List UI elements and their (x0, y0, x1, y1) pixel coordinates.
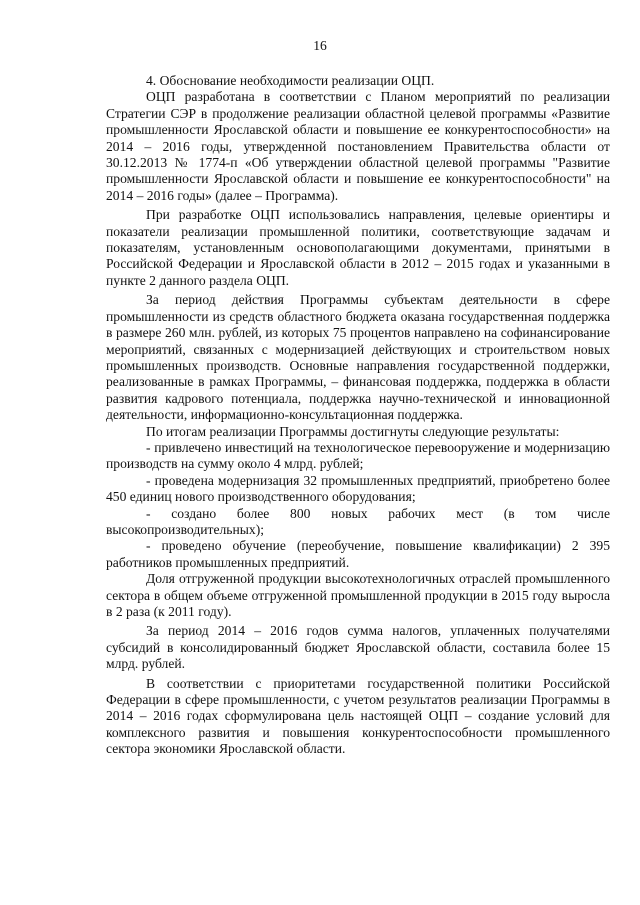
paragraph: В соответствии с приоритетами государственной политики Российской Федерации в сфере промышленности, с учетом результатов реализации Программы в 2014 – 2016 годах сформулирована цель настоящей ОЦП – создание условий для комплексного развития и повышения конкурентоспособности промышленного сектора экономики Ярославской области. (106, 675, 610, 757)
list-item: - проведена модернизация 32 промышленных предприятий, приобретено более 450 единиц нового производственного оборудования; (106, 472, 610, 505)
paragraph: ОЦП разработана в соответствии с Планом мероприятий по реализации Стратегии СЭР в продолжение реализации областной целевой программы «Развитие промышленности Ярославской области и повышение ее конкурентоспособности» на 2014 – 2016 годы, утвержденной постановлением Правительства области от 30.12.2013 № 1774-п «Об утверждении областной целевой программы "Развитие промышленности Ярославской области и повышение ее конкурентоспособности" на 2014 – 2016 годы» (далее – Программа). (106, 89, 610, 203)
document-body (106, 73, 610, 758)
paragraph: Доля отгруженной продукции высокотехнологичных отраслей промышленного сектора в общем объеме отгруженной промышленной продукции в 2015 году выросла в 2 раза (к 2011 году). (106, 571, 610, 619)
paragraph: По итогам реализации Программы достигнуты следующие результаты: (146, 423, 560, 439)
list-item: - привлечено инвестиций на технологическое перевооружение и модернизацию производств на сумму около 4 млрд. рублей; (106, 439, 610, 472)
list-item: - создано более 800 новых рабочих мест (в том числе высокопроизводительных); (106, 505, 610, 537)
page-number: 16 (313, 38, 327, 53)
paragraph: За период 2014 – 2016 годов сумма налогов, уплаченных получателями субсидий в консолидированный бюджет Ярославской области, составила более 15 млрд. рублей. (106, 623, 610, 672)
list-item: - проведено обучение (переобучение, повышение квалификации) 2 395 работников промышленных предприятий. (106, 538, 610, 570)
paragraph: При разработке ОЦП использовались направления, целевые ориентиры и показатели реализации промышленной политики, соответствующие задачам и показателям, установленным основополагающими документами, принятыми в Российской Федерации и Ярославской области в 2012 – 2015 годах и указанными в пункте 2 данного раздела ОЦП. (106, 207, 610, 288)
paragraph: За период действия Программы субъектам деятельности в сфере промышленности из средств областного бюджета оказана государственная поддержка в размере 260 млн. рублей, из которых 75 процентов направлено на софинансирование мероприятий, связанных с модернизацией действующих и строительством новых промышленных производств. Основные направления государственной поддержки, реализованные в рамках Программы, – финансовая поддержка, поддержка в области развития кадрового потенциала, поддержка научно-технической и инновационной деятельности, информационно-консультационная поддержка. (106, 292, 610, 423)
section-heading: 4. Обоснование необходимости реализации ОЦП. (146, 73, 435, 88)
